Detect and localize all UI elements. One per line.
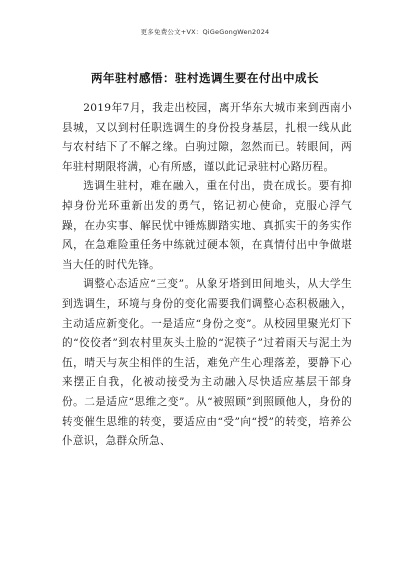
paragraph: 调整心态适应“三变”。从象牙塔到田间地头，从大学生到选调生，环境与身份的变化需要我们调整心态积极融入，主动适应新变化。一是适应“身份之变”。从校园里聚光灯下的“佼佼者”到农村里灰头土脸的“泥筷子”过着雨天与泥土为伍，晴天与灰尘相伴的生活，难免产生心理落差，要静下心来摆正自我，化被动接受为主动融入尽快适应基层干部身份。二是适应“思维之变”。从“被照顾”到照顾他人，身份的转变催生思维的转变，要适应由“受”向“授”的转变，培养公仆意识，急群众所急、 <box>62 278 352 448</box>
paragraph: 2019年7月，我走出校园，离开华东大城市来到西南小县城，又以到村任职选调生的身份投身基层，扎根一线从此与农村结下了不解之缘。白驹过隙，忽然而已。转眼间，两年驻村期限将满，心有所感，谨以此记录驻村心路历程。 <box>62 102 352 173</box>
header-note: 更多免费公文+VX：QiGeGongWen2024 <box>140 28 270 36</box>
paragraph: 选调生驻村，难在融入，重在付出，贵在成长。要有抑掉身份光环重新出发的勇气，铭记初心使命，克服心浮气躁，在办实事、解民忧中锤炼脚踏实地、真抓实干的务实作风，在急难险重任务中练就过硬本领，在真情付出中争做堪当大任的时代先锋。 <box>62 180 352 271</box>
document-title: 两年驻村感悟：驻村选调生要在付出中成长 <box>91 71 319 85</box>
document-body <box>62 99 352 452</box>
